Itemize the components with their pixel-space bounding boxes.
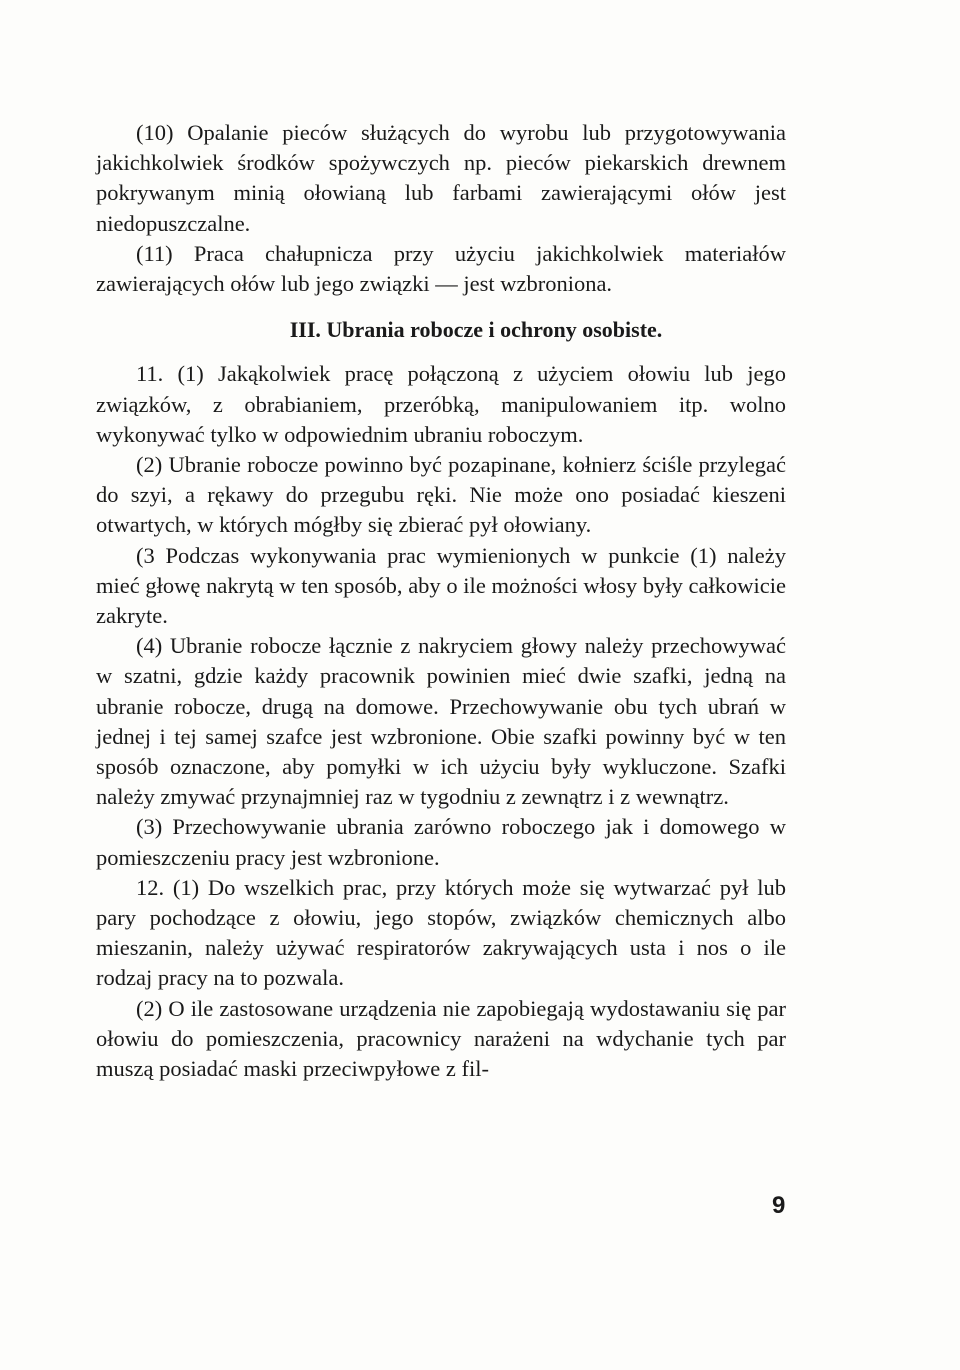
page-number: 9 xyxy=(772,1192,786,1219)
paragraph-11-3: (3 Podczas wykonywania prac wymienionych w punkcie (1) należy mieć głowę nakrytą w ten sposób, aby o ile możności włosy były całkowicie zakryte. xyxy=(96,542,786,629)
paragraph-11-2: (2) Ubranie robocze powinno być pozapinane, kołnierz ściśle przylegać do szyi, a rękawy do przegubu ręki. Nie może ono posiadać kieszeni otwartych, w których mógłby się zbierać pył ołowiany. xyxy=(96,452,786,538)
document-body xyxy=(96,118,786,1084)
paragraph-10: (10) Opalanie pieców służących do wyrobu lub przygotowywania jakichkolwiek środków spożywczych np. pieców piekarskich drewnem pokrywanym minią ołowianą lub farbami zawierającymi ołów jest niedopuszczalne. xyxy=(96,120,786,236)
paragraph-11-4: (4) Ubranie robocze łącznie z nakryciem głowy należy przechowywać w szatni, gdzie każdy pracownik powinien mieć dwie szafki, jedną na ubranie robocze, drugą na domowe. Przechowywanie obu tych ubrań w jednej i tej samej szafce jest wzbronione. Obie szafki powinny być w ten sposób oznaczone, aby pomyłki w ich użyciu były wykluczone. Szafki należy zmywać przynajmniej raz w tygodniu z zewnątrz i z wewnątrz. xyxy=(96,633,786,810)
paragraph-12-1: 12. (1) Do wszelkich prac, przy których może się wytwarzać pył lub pary pochodzące z ołowiu, jego stopów, związków chemicznych albo mieszanin, należy używać respiratorów zakrywających usta i nos o ile rodzaj pracy na to pozwala. xyxy=(96,874,786,991)
paragraph-11: (11) Praca chałupnicza przy użyciu jakichkolwiek materiałów zawierających ołów lub jego związki — jest wzbroniona. xyxy=(96,240,786,297)
paragraph-11-5: (3) Przechowywanie ubrania zarówno roboczego jak i domowego w pomieszczeniu pracy jest wzbronione. xyxy=(96,814,786,870)
paragraph-11-1: 11. (1) Jakąkolwiek pracę połączoną z użyciem ołowiu lub jego związków, z obrabianiem, przeróbką, manipulowaniem itp. wolno wykonywać tylko w odpowiednim ubraniu roboczym. xyxy=(96,361,786,447)
section-heading: III. Ubrania robocze i ochrony osobiste. xyxy=(289,317,663,343)
paragraph-12-2: (2) O ile zastosowane urządzenia nie zapobiegają wydostawaniu się par ołowiu do pomieszczenia, pracownicy narażeni na wdychanie tych par muszą posiadać maski przeciwpyłowe z fil- xyxy=(96,995,786,1082)
